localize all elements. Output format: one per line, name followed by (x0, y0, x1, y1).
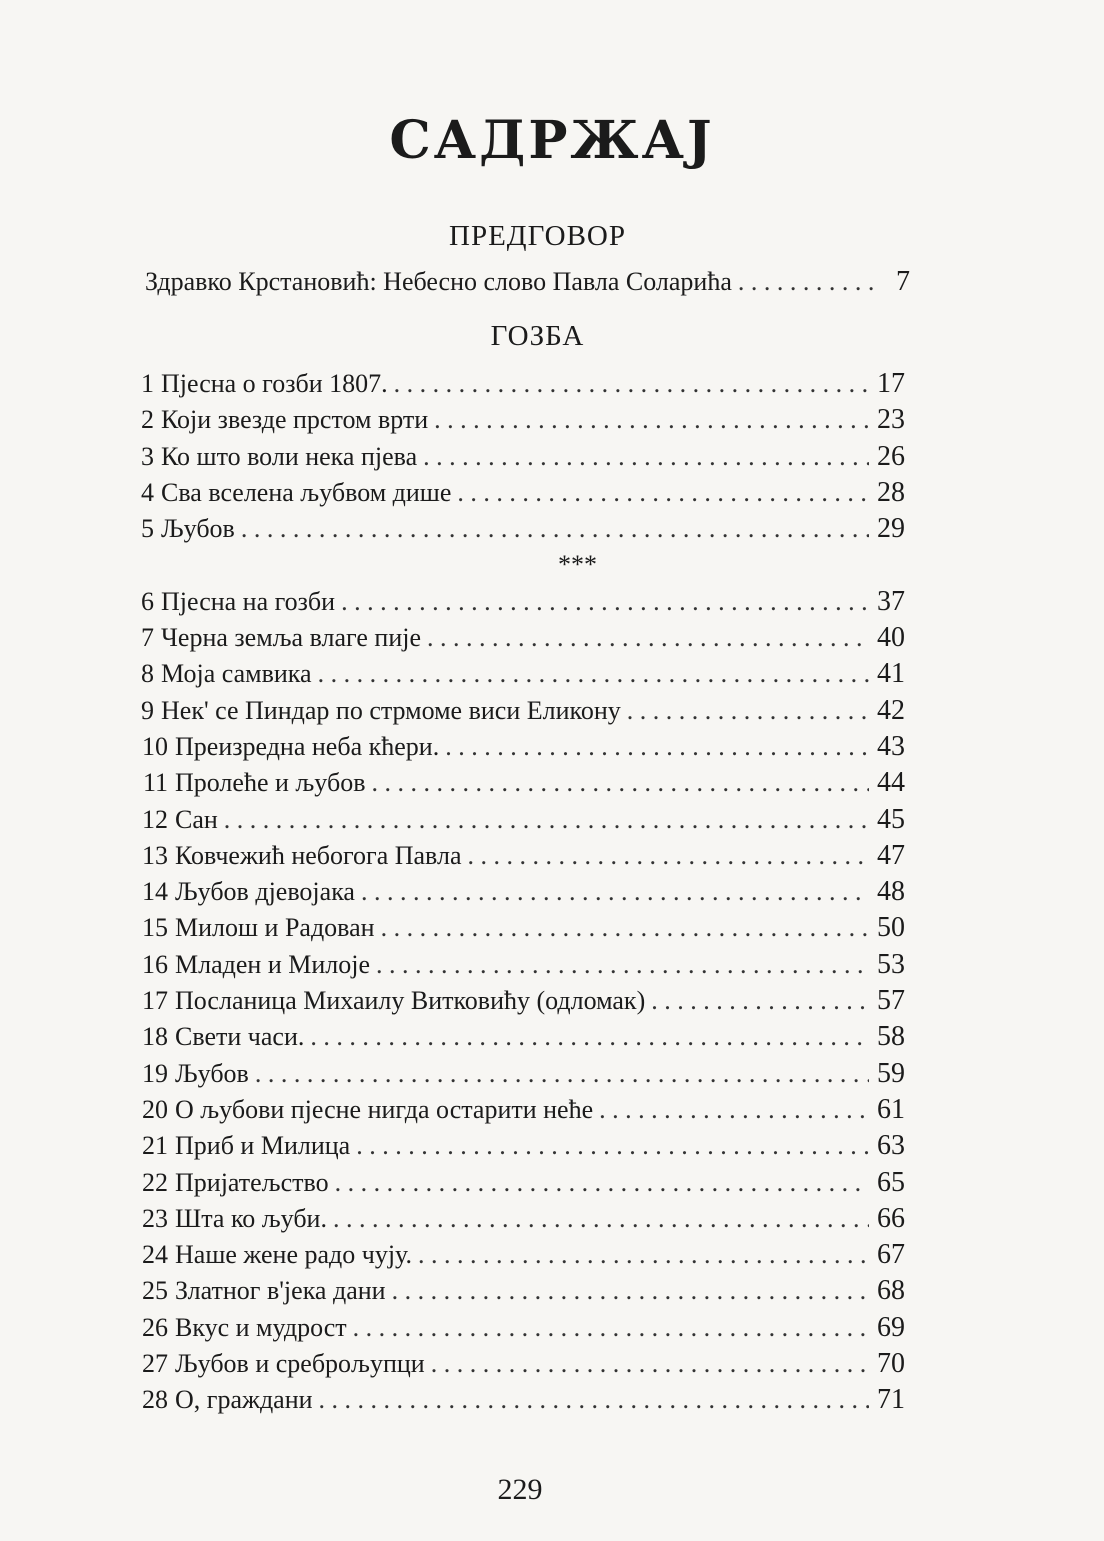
entry-number: 8 (141, 659, 154, 689)
toc-entry[interactable] (130, 620, 905, 656)
leader-dots (224, 802, 869, 838)
entry-page: 47 (877, 839, 905, 871)
page-number: 229 (497, 1473, 543, 1506)
entry-title: Здравко Крстановић: Небесно слово Павла Соларића (145, 267, 732, 296)
entry-page: 7 (896, 266, 910, 297)
entry-title: Сан (175, 804, 218, 834)
entry-title: Милош и Радован (175, 913, 375, 943)
section-heading-preface: ПРЕДГОВОР (449, 220, 626, 252)
entry-page: 28 (877, 476, 905, 508)
entry-page: 57 (877, 985, 905, 1017)
toc-entry[interactable] (130, 402, 905, 438)
toc-entry[interactable] (130, 1128, 905, 1164)
entry-number: 3 (141, 441, 154, 471)
toc-entry[interactable] (130, 838, 905, 874)
entry-title: Ко што воли нека пјева (161, 441, 418, 471)
entry-title: Шта ко љуби. (175, 1203, 327, 1233)
leader-dots (434, 402, 869, 438)
leader-dots (627, 693, 869, 729)
toc-entry[interactable] (130, 1201, 905, 1237)
leader-dots (356, 1128, 869, 1164)
entry-page: 65 (877, 1166, 905, 1198)
entry-page: 50 (877, 912, 905, 944)
entry-page: 43 (877, 730, 905, 762)
entry-title: Моја самвика (161, 659, 312, 689)
leader-dots (418, 1237, 869, 1273)
entry-number: 15 (142, 913, 168, 943)
leader-dots (255, 1056, 869, 1092)
toc-entry[interactable] (130, 983, 905, 1019)
leader-dots (335, 1165, 869, 1201)
entry-page: 59 (877, 1057, 905, 1089)
entry-title: Златног в'јека дани (175, 1276, 386, 1306)
entry-number: 19 (142, 1058, 168, 1088)
entry-title: Посланица Михаилу Витковићу (одломак) (175, 986, 646, 1016)
leader-dots (353, 1310, 869, 1346)
leader-dots (392, 1273, 869, 1309)
toc-entry[interactable] (130, 1310, 905, 1346)
leader-dots (427, 620, 869, 656)
entry-title: Сва вселена љубвом дише (161, 477, 452, 507)
toc-entry[interactable] (130, 1092, 905, 1128)
toc-entry[interactable] (130, 475, 905, 511)
entry-number: 25 (142, 1276, 168, 1306)
entry-number: 1 (141, 369, 154, 398)
toc-entry[interactable] (130, 1165, 905, 1201)
entry-number: 16 (142, 949, 168, 979)
entry-number: 7 (141, 623, 154, 653)
entry-title: Љубов и среброљупци (175, 1349, 425, 1379)
leader-dots (431, 1346, 869, 1382)
entry-title: Нек' се Пиндар по стрмоме виси Еликону (161, 695, 621, 725)
entry-number: 20 (142, 1094, 168, 1124)
leader-dots (361, 874, 869, 910)
leader-dots (381, 910, 869, 946)
entry-number: 21 (142, 1131, 168, 1161)
entry-title: Пјесна на гозби (161, 586, 336, 616)
toc-entry[interactable] (130, 366, 905, 402)
entry-number: 27 (142, 1349, 168, 1379)
entry-page: 61 (877, 1093, 905, 1125)
toc-entry[interactable] (130, 511, 905, 547)
entry-page: 69 (877, 1311, 905, 1343)
toc-entry[interactable] (130, 910, 905, 946)
entry-title: Пријатељство (175, 1167, 329, 1197)
toc-list (130, 366, 905, 1419)
entry-number: 11 (142, 768, 168, 798)
entry-title: Свети часи. (175, 1022, 305, 1052)
entry-page: 71 (877, 1384, 905, 1416)
toc-entry[interactable] (130, 1019, 905, 1055)
entry-title: Пјесна о гозби 1807. (161, 369, 388, 398)
leader-dots (445, 729, 869, 765)
entry-number: 6 (141, 586, 154, 616)
entry-title: Черна земља влаге пије (161, 623, 421, 653)
entry-page: 41 (877, 658, 905, 690)
toc-entry[interactable] (130, 1237, 905, 1273)
entry-number: 18 (142, 1022, 168, 1052)
leader-dots (457, 475, 869, 511)
entry-number: 9 (141, 695, 154, 725)
leader-dots (599, 1092, 869, 1128)
leader-dots (310, 1019, 869, 1055)
leader-dots (319, 1382, 869, 1418)
toc-entry[interactable] (130, 874, 905, 910)
entry-number: 10 (142, 731, 168, 761)
entry-number: 14 (142, 877, 168, 907)
entry-page: 48 (877, 876, 905, 908)
toc-entry[interactable] (130, 1273, 905, 1309)
entry-number: 5 (141, 514, 154, 544)
entry-page: 70 (877, 1348, 905, 1380)
entry-page: 26 (877, 440, 905, 472)
entry-page: 66 (877, 1202, 905, 1234)
entry-title: О, граждани (175, 1385, 313, 1415)
entry-title: Преизредна неба кћери. (175, 731, 440, 761)
entry-page: 44 (877, 767, 905, 799)
entry-number: 28 (142, 1385, 168, 1415)
leader-dots (371, 765, 869, 801)
leader-dots (738, 267, 874, 297)
entry-number: 24 (142, 1240, 168, 1270)
entry-title: Ковчежић небогога Павла (175, 840, 462, 870)
entry-number: 26 (142, 1312, 168, 1342)
leader-dots (376, 947, 869, 983)
entry-title: Наше жене радо чују. (175, 1240, 412, 1270)
entry-number: 13 (142, 840, 168, 870)
entry-title: О љубови пјесне нигда остарити неће (175, 1094, 594, 1124)
entry-page: 37 (877, 585, 905, 617)
entry-title: Младен и Милоје (175, 949, 370, 979)
entry-number: 12 (142, 804, 168, 834)
entry-page: 29 (877, 513, 905, 545)
toc-entry[interactable] (130, 693, 905, 729)
entry-page: 40 (877, 622, 905, 654)
toc-entry[interactable] (130, 584, 905, 620)
entry-page: 58 (877, 1021, 905, 1053)
entry-title: Пролеће и љубов (175, 768, 366, 798)
entry-number: 22 (142, 1167, 168, 1197)
entry-title: Вкус и мудрост (175, 1312, 347, 1342)
toc-entry[interactable] (130, 1382, 905, 1418)
entry-page: 68 (877, 1275, 905, 1307)
leader-dots (241, 511, 869, 547)
entry-page: 63 (877, 1130, 905, 1162)
section-heading-feast: ГОЗБА (490, 320, 585, 352)
leader-dots (333, 1201, 869, 1237)
toc-entry[interactable] (130, 765, 905, 801)
leader-dots (341, 584, 869, 620)
leader-dots (651, 983, 869, 1019)
entry-page: 53 (877, 948, 905, 980)
entry-page: 67 (877, 1239, 905, 1271)
toc-entry[interactable] (130, 439, 905, 475)
entry-number: 4 (141, 477, 154, 507)
entry-page: 17 (877, 368, 905, 399)
entry-title: Љубов (175, 1058, 249, 1088)
section-separator: *** (558, 550, 597, 580)
entry-number: 17 (142, 986, 168, 1016)
entry-title: Приб и Милица (175, 1131, 351, 1161)
page-title: САДРЖАЈ (389, 110, 715, 171)
entry-title: Који звезде прстом врти (161, 405, 429, 435)
toc-entry[interactable] (130, 729, 905, 765)
toc-entry[interactable] (130, 947, 905, 983)
entry-number: 2 (141, 405, 154, 435)
entry-page: 23 (877, 404, 905, 436)
entry-page: 45 (877, 803, 905, 835)
toc-entry-preface[interactable] (145, 266, 910, 298)
toc-entry[interactable] (130, 1056, 905, 1092)
entry-page: 42 (877, 694, 905, 726)
leader-dots (423, 439, 869, 475)
leader-dots (468, 838, 870, 874)
toc-entry[interactable] (130, 656, 905, 692)
entry-number: 23 (142, 1203, 168, 1233)
entry-title: Љубов дјевојака (175, 877, 355, 907)
entry-title: Љубов (161, 514, 235, 544)
toc-entry[interactable] (130, 1346, 905, 1382)
leader-dots (318, 656, 869, 692)
leader-dots (394, 366, 869, 402)
toc-entry[interactable] (130, 802, 905, 838)
